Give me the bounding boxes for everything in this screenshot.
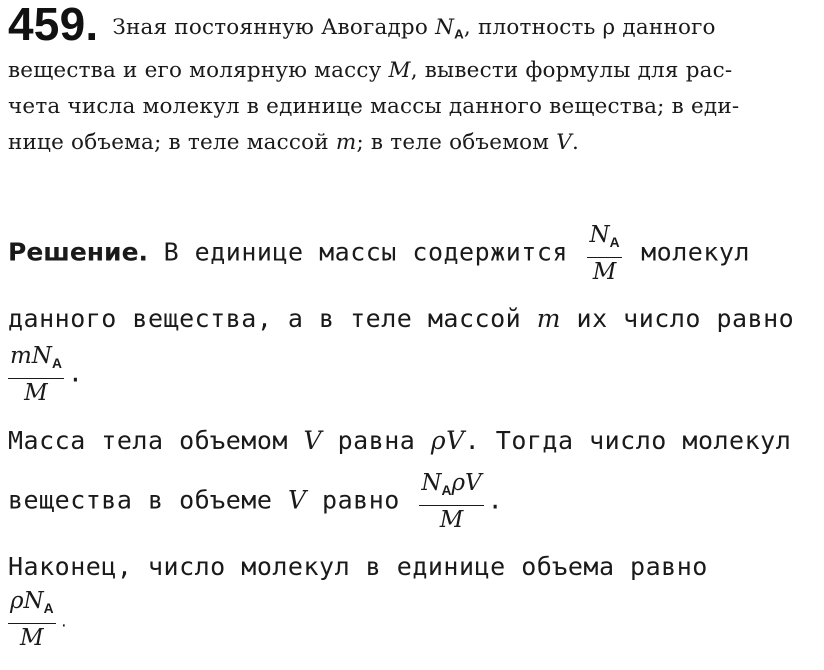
solution-text: . Тогда число молекул [464, 426, 792, 455]
fraction-numerator [8, 343, 64, 378]
solution-line-5 [8, 470, 503, 533]
solution-text: молекул [625, 237, 750, 267]
symbol-rho-n: ρN [10, 588, 44, 614]
fraction-denominator: M [419, 505, 483, 533]
problem-text: , плотность ρ данного [463, 15, 716, 40]
solution-text: Масса тела объемом [8, 426, 304, 455]
mass-symbol: m [536, 304, 561, 333]
period: . [59, 614, 69, 631]
solution-line-6: Наконец, число молекул в единице объема равно [8, 552, 708, 581]
problem-text: . [571, 129, 580, 155]
subscript-a: A [51, 355, 62, 371]
problem-text: Зная постоянную Авогадро [112, 15, 436, 40]
problem-text: ; в теле объемом [356, 129, 557, 155]
solution-text: равна [322, 426, 431, 455]
volume-symbol: V [556, 129, 572, 155]
molar-mass-symbol: M [388, 57, 411, 83]
solution-line-1 [8, 222, 750, 285]
subscript-a: A [441, 482, 452, 498]
fraction-denominator: M [8, 623, 56, 651]
problem-text: нице объема; в теле массой [8, 129, 336, 155]
solution-line-4 [8, 426, 791, 455]
problem-line-4 [8, 125, 808, 161]
avogadro-symbol [435, 15, 464, 40]
symbol-n: N [589, 222, 610, 248]
formula-per-mass [587, 222, 621, 285]
problem-number: 459. [8, 0, 99, 50]
fraction-numerator [419, 470, 483, 505]
solution-text: В единице массы содержится [148, 237, 584, 267]
symbol-rho-v: ρV [451, 470, 482, 496]
solution-text: вещества в объеме [8, 485, 288, 515]
solution-text: их число равно [560, 304, 795, 333]
fraction-denominator: M [8, 378, 64, 406]
problem-line-1 [8, 0, 808, 53]
formula-in-volume [419, 470, 483, 533]
problem-statement [8, 0, 808, 161]
solution-label: Решение. [8, 237, 149, 267]
fraction-numerator [8, 588, 56, 623]
fraction-denominator: M [587, 257, 621, 285]
problem-line-3: чета числа молекул в единице массы данного вещества; в еди- [8, 93, 740, 119]
rho-v-expression: ρV [430, 426, 465, 455]
formula-in-body-mass [8, 343, 64, 406]
fraction-numerator [587, 222, 621, 257]
symbol-mn: mN [10, 343, 52, 369]
problem-line-2 [8, 53, 808, 89]
solution-line-3 [8, 343, 83, 406]
solution-text: данного вещества, а в теле массой [8, 304, 537, 333]
symbol-n: N [421, 470, 442, 496]
solution-text: равно [306, 485, 416, 515]
mass-symbol: m [335, 129, 357, 155]
solution-line-7 [8, 588, 69, 651]
period: . [67, 358, 84, 388]
subscript-a: A [454, 26, 464, 42]
formula-per-volume [8, 588, 56, 651]
symbol-n: N [435, 15, 455, 40]
problem-text: , вывести формулы для рас- [410, 57, 733, 83]
volume-symbol: V [303, 426, 323, 455]
period: . [487, 485, 504, 515]
problem-text: вещества и его молярную массу [8, 57, 389, 83]
subscript-a: A [43, 600, 54, 616]
volume-symbol: V [287, 485, 307, 515]
solution-line-2 [8, 304, 794, 333]
subscript-a: A [609, 234, 620, 250]
